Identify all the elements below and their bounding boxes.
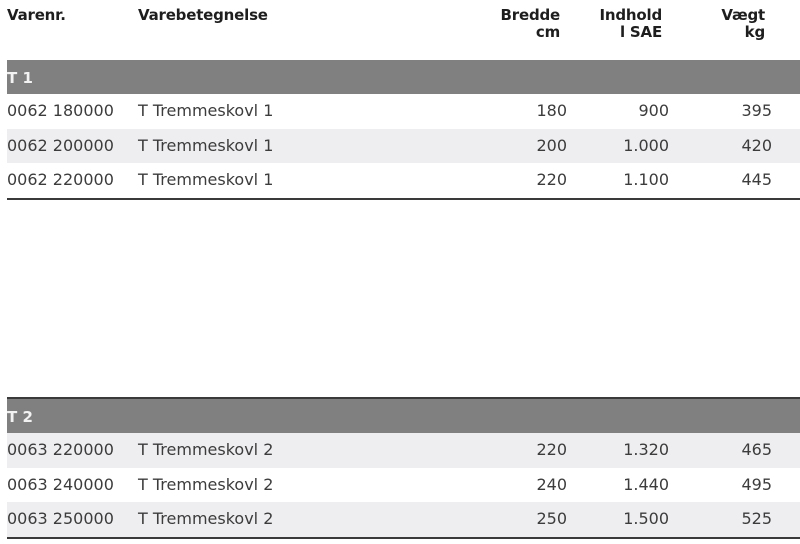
- table-row: [7, 502, 800, 537]
- cell-indhold: 900: [638, 101, 669, 120]
- column-header-unit: l SAE: [619, 23, 662, 41]
- column-header-label: Varenr.: [7, 6, 66, 24]
- table-row: [7, 129, 800, 164]
- section-bottom-rule: [7, 198, 800, 200]
- group-header-bar: [7, 60, 800, 94]
- cell-varenr: 0063 250000: [7, 509, 114, 528]
- cell-varebetegnelse: T Tremmeskovl 1: [138, 101, 274, 120]
- cell-vaegt: 525: [741, 509, 772, 528]
- cell-indhold: 1.100: [623, 170, 669, 189]
- group-label: T 1: [7, 69, 33, 87]
- cell-varenr: 0062 220000: [7, 170, 114, 189]
- group-label: T 2: [7, 408, 33, 426]
- column-header-vaegt: [721, 7, 765, 41]
- cell-varebetegnelse: T Tremmeskovl 1: [138, 170, 274, 189]
- column-header-varebetegnelse: [138, 7, 268, 24]
- cell-vaegt: 445: [741, 170, 772, 189]
- group-section-t2: [7, 397, 800, 539]
- column-header-varenr: [7, 7, 66, 24]
- section-bottom-rule: [7, 537, 800, 539]
- cell-indhold: 1.320: [623, 440, 669, 459]
- table-header: [0, 0, 800, 58]
- cell-varebetegnelse: T Tremmeskovl 1: [138, 135, 274, 155]
- table-row: [7, 163, 800, 198]
- group-header-bar: [7, 399, 800, 433]
- table-row: [7, 433, 800, 468]
- cell-vaegt: 495: [741, 474, 772, 494]
- column-header-indhold: [600, 7, 662, 41]
- column-header-label: Varebetegnelse: [138, 6, 268, 24]
- column-header-unit: cm: [535, 23, 560, 41]
- cell-indhold: 1.500: [623, 509, 669, 528]
- group-section-t1: [7, 60, 800, 200]
- column-header-label: Bredde: [500, 6, 560, 24]
- cell-vaegt: 420: [741, 135, 772, 155]
- column-header-label: Vægt: [721, 6, 765, 24]
- cell-varebetegnelse: T Tremmeskovl 2: [138, 474, 274, 494]
- cell-varenr: 0062 180000: [7, 101, 114, 120]
- column-header-unit: kg: [744, 23, 765, 41]
- cell-vaegt: 395: [741, 101, 772, 120]
- cell-indhold: 1.000: [623, 135, 669, 155]
- cell-varebetegnelse: T Tremmeskovl 2: [138, 509, 274, 528]
- cell-vaegt: 465: [741, 440, 772, 459]
- cell-bredde: 220: [536, 170, 567, 189]
- cell-bredde: 200: [536, 135, 567, 155]
- table-row: [7, 94, 800, 129]
- cell-varenr: 0062 200000: [7, 135, 114, 155]
- cell-bredde: 250: [536, 509, 567, 528]
- cell-varebetegnelse: T Tremmeskovl 2: [138, 440, 274, 459]
- column-header-label: Indhold: [599, 6, 662, 24]
- column-header-bredde: [501, 7, 560, 41]
- cell-bredde: 220: [536, 440, 567, 459]
- table-row: [7, 468, 800, 503]
- cell-varenr: 0063 220000: [7, 440, 114, 459]
- cell-indhold: 1.440: [623, 474, 669, 494]
- cell-bredde: 240: [536, 474, 567, 494]
- cell-bredde: 180: [536, 101, 567, 120]
- cell-varenr: 0063 240000: [7, 474, 114, 494]
